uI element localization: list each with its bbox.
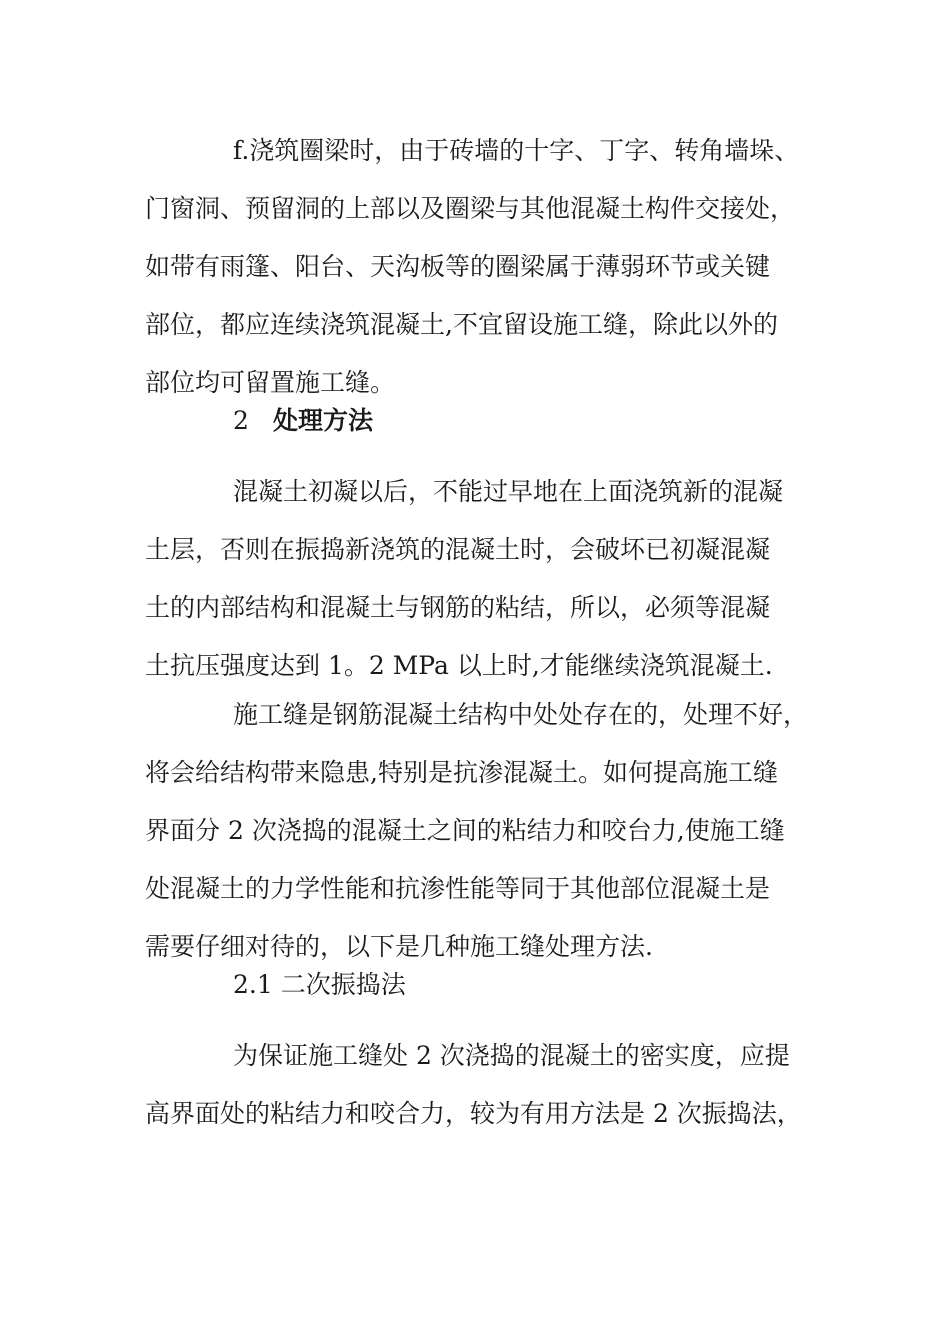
section-number: 2 [233, 406, 249, 435]
paragraph-line: 部位均可留置施工缝。 [145, 368, 396, 397]
paragraph-line: 将会给结构带来隐患,特别是抗渗混凝土。如何提高施工缝 [145, 758, 778, 787]
paragraph-line: 如带有雨篷、阳台、天沟板等的圈梁属于薄弱环节或关键 [145, 252, 771, 281]
paragraph-line: 高界面处的粘结力和咬合力，较为有用方法是 2 次振捣法， [145, 1099, 802, 1128]
paragraph-f [145, 122, 810, 412]
paragraph-initial-set [145, 463, 810, 695]
paragraph-line: 土层，否则在振捣新浇筑的混凝土时，会破坏已初凝混凝 [145, 535, 771, 564]
paragraph-line: 土抗压强度达到 1。2 MPa 以上时,才能继续浇筑混凝土. [145, 651, 773, 680]
paragraph-line: 处混凝土的力学性能和抗渗性能等同于其他部位混凝土是 [145, 874, 771, 903]
paragraph-line: 需要仔细对待的，以下是几种施工缝处理方法. [145, 932, 653, 961]
paragraph-double-vibration [145, 1027, 810, 1143]
paragraph-line: 部位，都应连续浇筑混凝土,不宜留设施工缝，除此以外的 [145, 310, 778, 339]
paragraph-construction-joint [145, 686, 810, 976]
subsection-title: 2.1 二次振捣法 [233, 970, 406, 999]
paragraph-line: 为保证施工缝处 2 次浇捣的混凝土的密实度，应提 [233, 1041, 790, 1070]
paragraph-line: 混凝土初凝以后，不能过早地在上面浇筑新的混凝 [233, 477, 784, 506]
paragraph-line: 门窗洞、预留洞的上部以及圈梁与其他混凝土构件交接处， [145, 194, 796, 223]
section-title: 处理方法 [273, 406, 374, 435]
paragraph-line: 土的内部结构和混凝土与钢筋的粘结，所以，必须等混凝 [145, 593, 771, 622]
subsection-heading [145, 956, 810, 1014]
section-heading [145, 392, 810, 450]
paragraph-line: f.浇筑圈梁时，由于砖墙的十字、丁字、转角墙垛、 [233, 136, 800, 165]
paragraph-line: 施工缝是钢筋混凝土结构中处处存在的，处理不好， [233, 700, 809, 729]
paragraph-line: 界面分 2 次浇捣的混凝土之间的粘结力和咬台力,使施工缝 [145, 816, 785, 845]
